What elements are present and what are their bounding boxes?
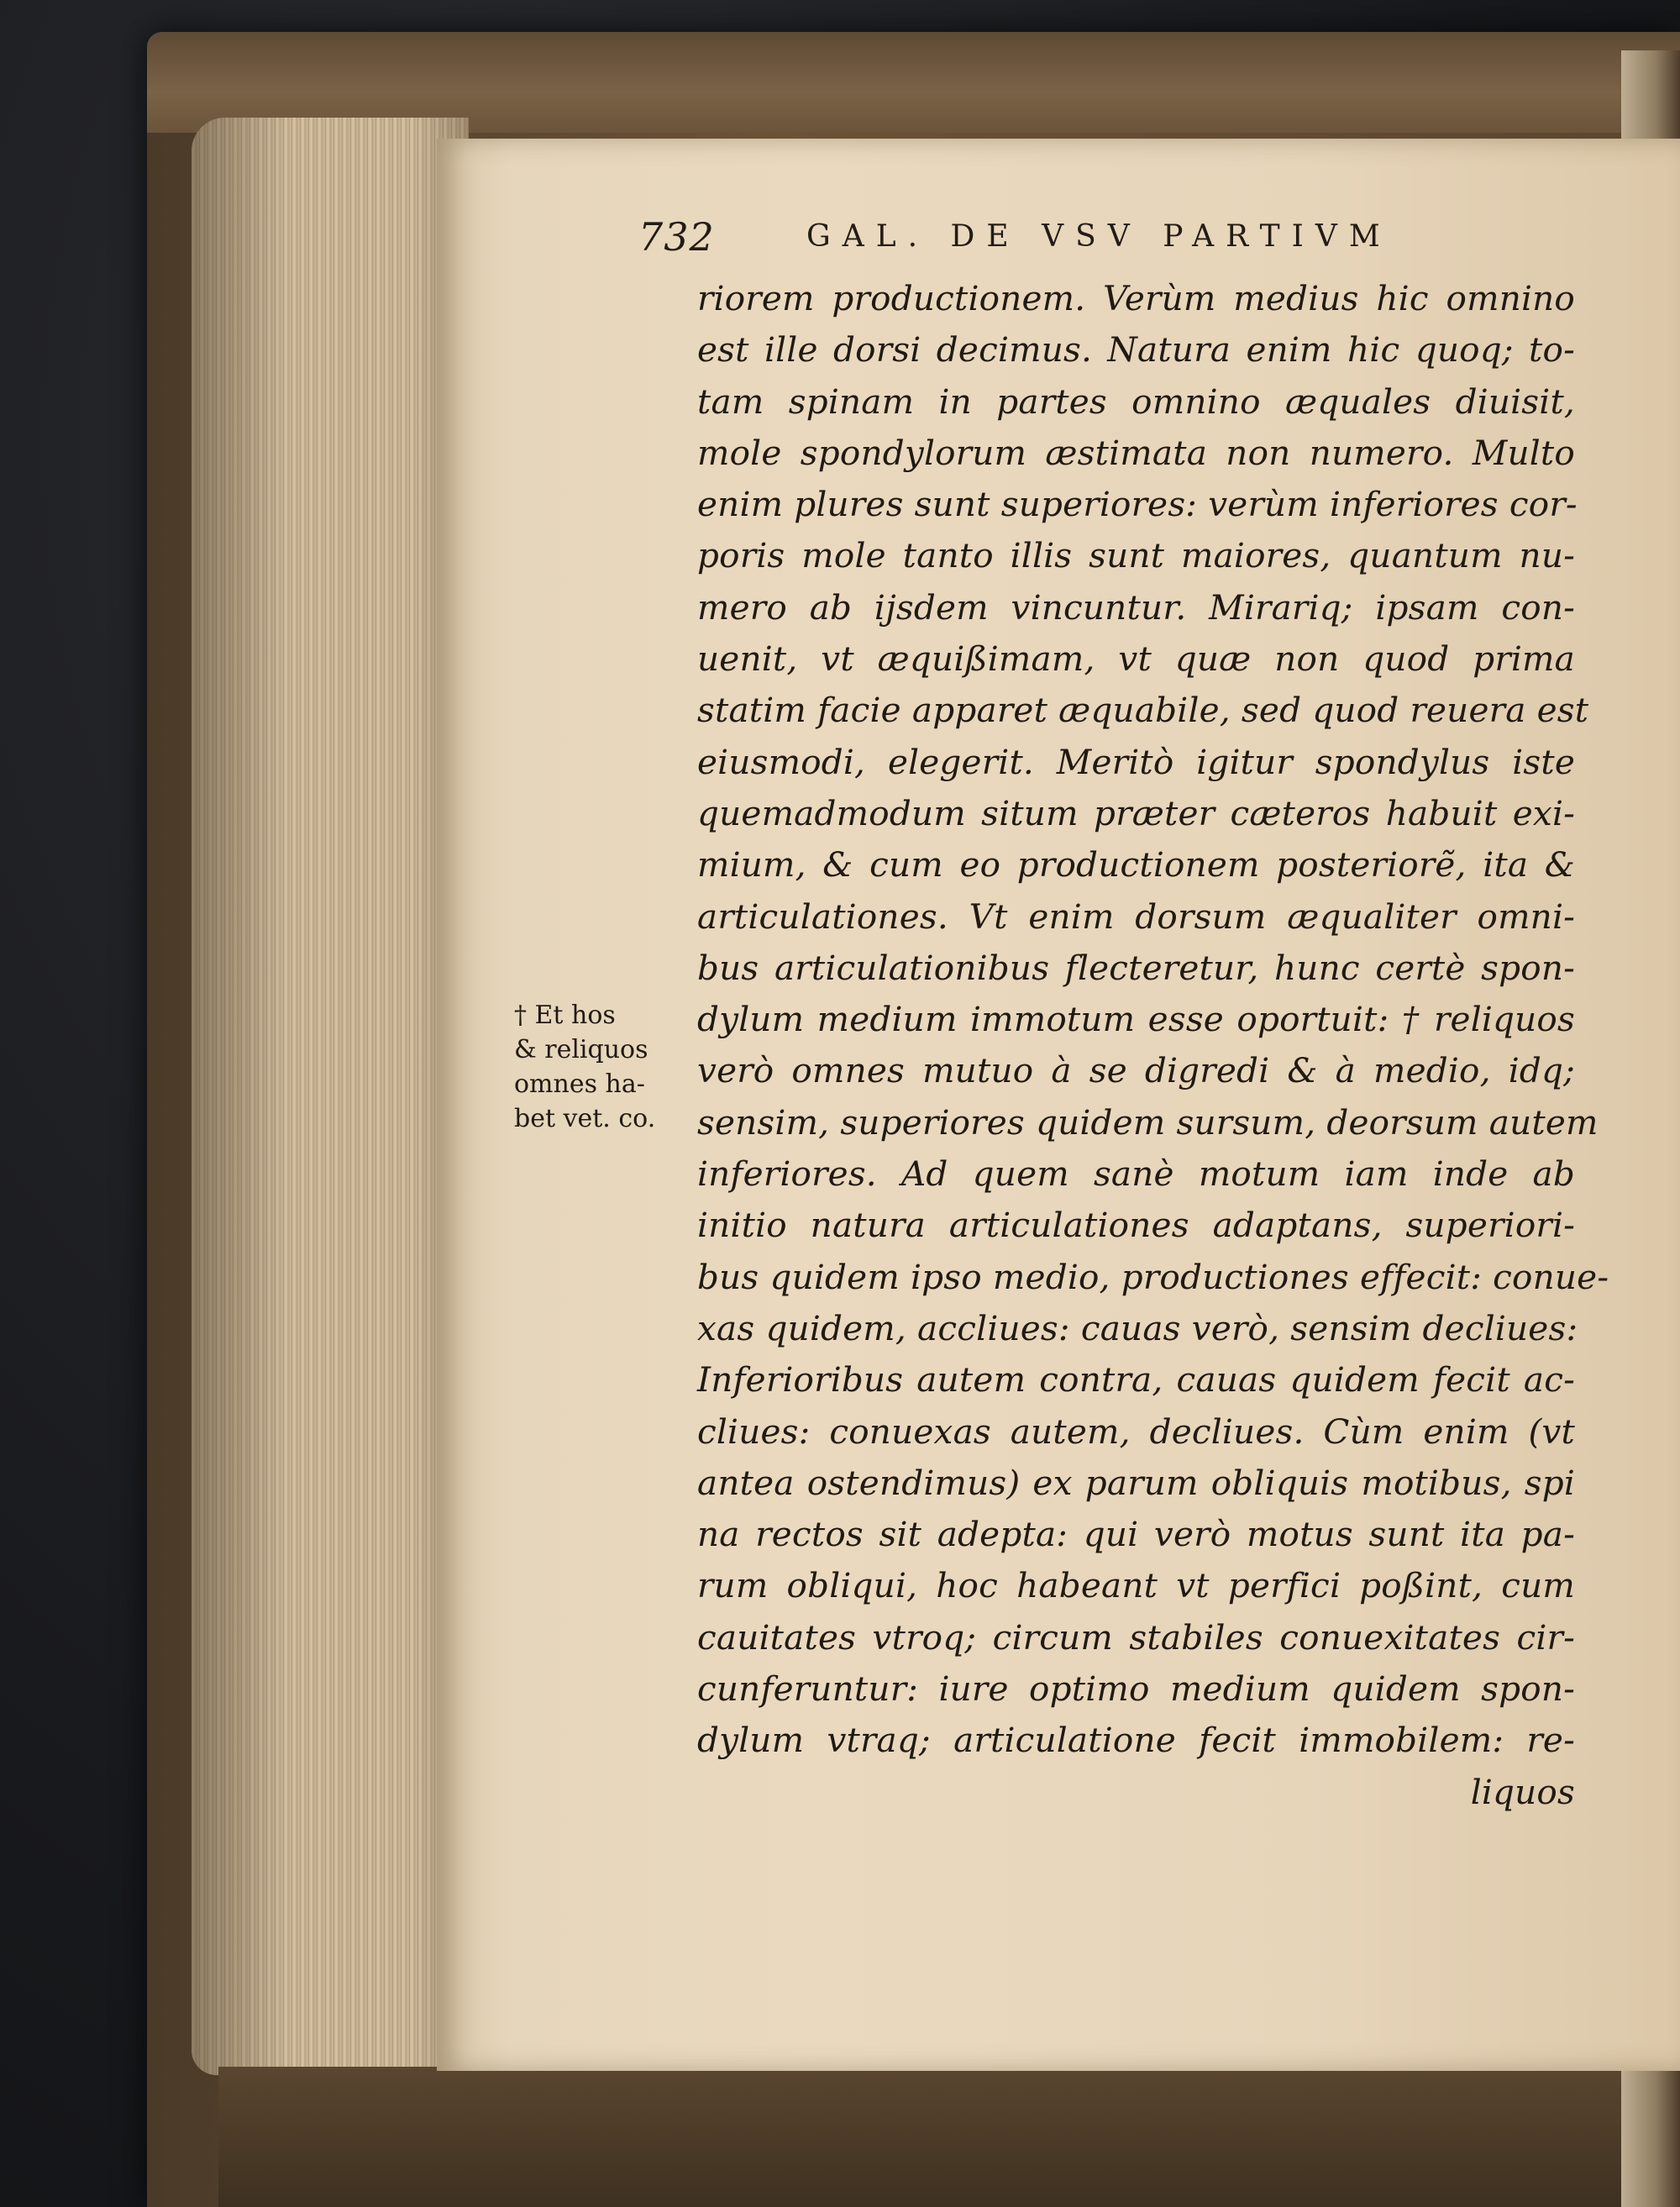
body-line: riorem productionem. Verùm medius hic omnino (697, 278, 1575, 318)
body-line: est ille dorsi decimus. Natura enim hic quoq; to- (697, 329, 1575, 370)
body-line: verò omnes mutuo à se digredi & à medio, idq; (697, 1050, 1575, 1091)
marginal-note-line: bet vet. co. (514, 1104, 656, 1133)
marginal-note-line: & reliquos (514, 1035, 648, 1064)
running-head (638, 214, 1478, 273)
body-line: bus articulationibus flecteretur, hunc certè spon- (697, 947, 1575, 988)
marginal-note-line: † Et hos (514, 1001, 616, 1030)
page-number: 732 (638, 214, 715, 260)
body-line: articulationes. Vt enim dorsum æqualiter omni- (697, 896, 1575, 937)
body-line: liquos (1470, 1771, 1575, 1812)
marginal-note-line: omnes ha- (514, 1069, 645, 1099)
body-line: sensim, superiores quidem sursum, deorsum autem (697, 1101, 1599, 1143)
body-line: dylum vtraq; articulatione fecit immobilem: re- (697, 1720, 1575, 1761)
body-line: dylum medium immotum esse oportuit: † reliquos (697, 999, 1575, 1040)
body-line: eiusmodi, elegerit. Meritò igitur spondylus iste (697, 741, 1575, 782)
body-line: cunferuntur: iure optimo medium quidem spon- (697, 1668, 1575, 1710)
body-line: rum obliqui, hoc habeant vt perfici poßint, cum (697, 1565, 1575, 1606)
body-text (697, 273, 1609, 1818)
body-line: enim plures sunt superiores: verùm inferiores cor- (697, 484, 1578, 525)
body-line: mole spondylorum æstimata non numero. Multo (697, 432, 1575, 473)
body-line: initio natura articulationes adaptans, superiori- (697, 1205, 1575, 1246)
body-line: mium, & cum eo productionem posteriorẽ, ita & (697, 844, 1575, 885)
body-line: quemadmodum situm præter cæteros habuit exi- (697, 792, 1575, 833)
body-line: na rectos sit adepta: qui verò motus sunt ita pa- (697, 1514, 1575, 1555)
body-line: antea ostendimus) ex parum obliquis motibus, spi (697, 1462, 1575, 1503)
body-line: cauitates vtroq; circum stabiles conuexitates cir- (697, 1616, 1575, 1658)
body-line: mero ab ijsdem vincuntur. Mirariq; ipsam con- (697, 586, 1575, 628)
body-line: cliues: conuexas autem, decliues. Cùm enim (vt (697, 1411, 1575, 1452)
body-line: bus quidem ipso medio, productiones effecit: conue- (697, 1256, 1609, 1297)
book-bottom-board (218, 2067, 1680, 2207)
body-line: Inferioribus autem contra, cauas quidem fecit ac- (697, 1359, 1575, 1400)
body-line: tam spinam in partes omnino æquales diuisit, (697, 381, 1575, 422)
body-line: xas quidem, accliues: cauas verò, sensim decliues: (697, 1307, 1578, 1348)
page-edges-shade (192, 118, 469, 2075)
body-line: uenit, vt æquißimam, vt quæ non quod prima (697, 638, 1575, 680)
body-line: inferiores. Ad quem sanè motum iam inde ab (697, 1153, 1575, 1195)
running-title: GAL. DE VSV PARTIVM (806, 219, 1392, 254)
body-line: poris mole tanto illis sunt maiores, quantum nu- (697, 535, 1575, 576)
marginal-note (514, 998, 699, 1136)
body-line: statim facie apparet æquabile, sed quod reuera est (697, 690, 1589, 731)
